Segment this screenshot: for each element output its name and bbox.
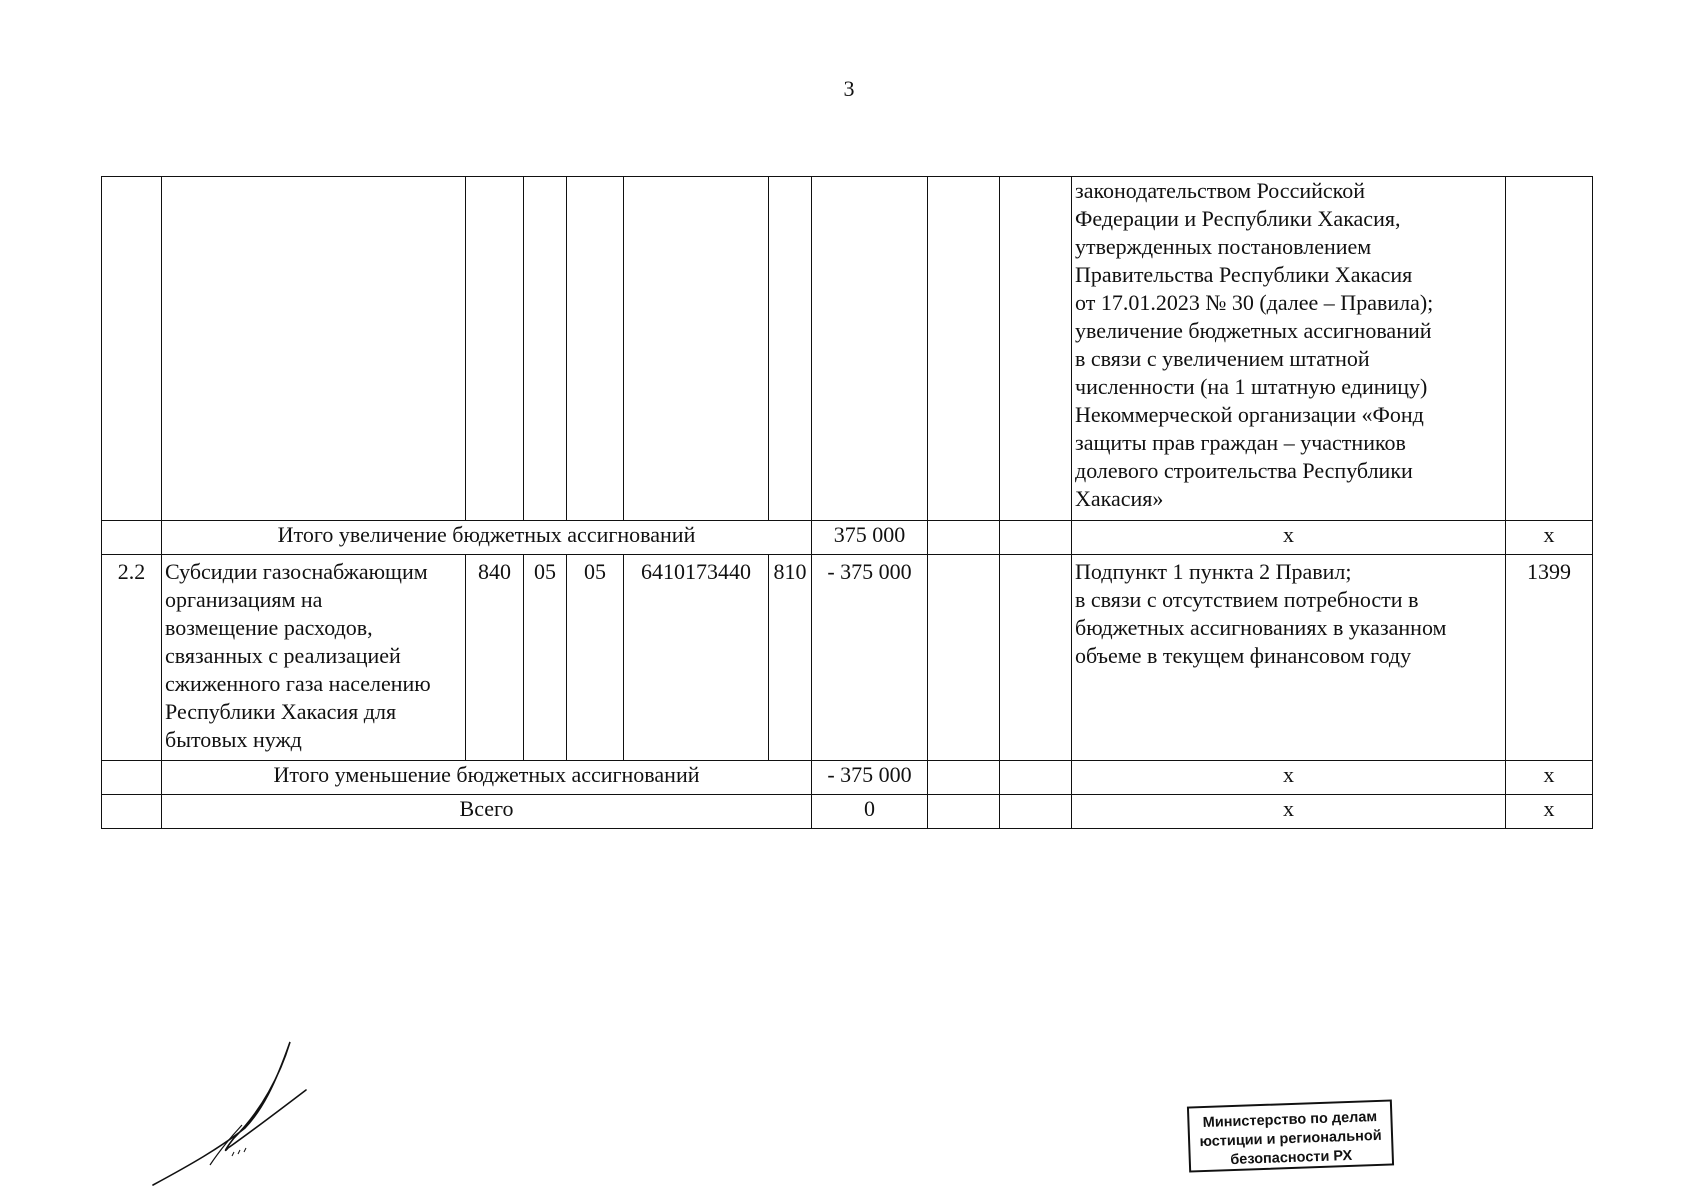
stamp-line: юстиции и региональной: [1199, 1127, 1382, 1151]
decrease-total-justification: x: [1072, 761, 1506, 795]
justification-cell: Подпункт 1 пункта 2 Правил; в связи с отсутствием потребности в бюджетных ассигнованиях в указанном объеме в текущем финансовом году: [1072, 555, 1506, 761]
subsection-code: 05: [567, 555, 624, 761]
increase-total-amount: 375 000: [812, 521, 928, 555]
grand-total-label: Всего: [162, 795, 812, 829]
table-row: [102, 555, 1593, 761]
decrease-total-label: Итого уменьшение бюджетных ассигнований: [162, 761, 812, 795]
grand-total-code: x: [1506, 795, 1593, 829]
code-cell: 1399: [1506, 555, 1593, 761]
target-article-code: 6410173440: [624, 555, 769, 761]
ministry-code: 840: [466, 555, 524, 761]
amount: - 375 000: [812, 555, 928, 761]
continuation-row: [102, 177, 1593, 521]
increase-total-justification: x: [1072, 521, 1506, 555]
increase-total-label: Итого увеличение бюджетных ассигнований: [162, 521, 812, 555]
budget-changes-table: [101, 176, 1593, 829]
registration-stamp: [1187, 1099, 1394, 1172]
grand-total-amount: 0: [812, 795, 928, 829]
page-number: 3: [843, 76, 855, 101]
grand-total-row: [102, 795, 1593, 829]
handwritten-signature: [150, 1030, 320, 1190]
row-number: 2.2: [102, 555, 162, 761]
increase-total-row: [102, 521, 1593, 555]
decrease-total-row: [102, 761, 1593, 795]
stamp-line: безопасности РХ: [1230, 1147, 1353, 1169]
increase-total-code: x: [1506, 521, 1593, 555]
stamp-line: Министерство по делам: [1202, 1108, 1378, 1132]
section-code: 05: [524, 555, 567, 761]
grand-total-justification: x: [1072, 795, 1506, 829]
decrease-total-amount: - 375 000: [812, 761, 928, 795]
expense-type-code: 810: [769, 555, 812, 761]
justification-cell: законодательством Российской Федерации и Республики Хакасия, утвержденных постановлением Правительства Республики Хакасия от 17.01.2023 № 30 (далее – Правила); увеличение бюджетных ассигнований в связи с увеличением штатной численности (на 1 штатную единицу) Некоммерческой организации «Фонд защиты прав граждан – участников долевого строительства Республики Хакасия»: [1072, 177, 1506, 521]
decrease-total-code: x: [1506, 761, 1593, 795]
expense-name: Субсидии газоснабжающим организациям на возмещение расходов, связанных с реализацией сжиженного газа населению Республики Хакасия для бытовых нужд: [162, 555, 466, 761]
